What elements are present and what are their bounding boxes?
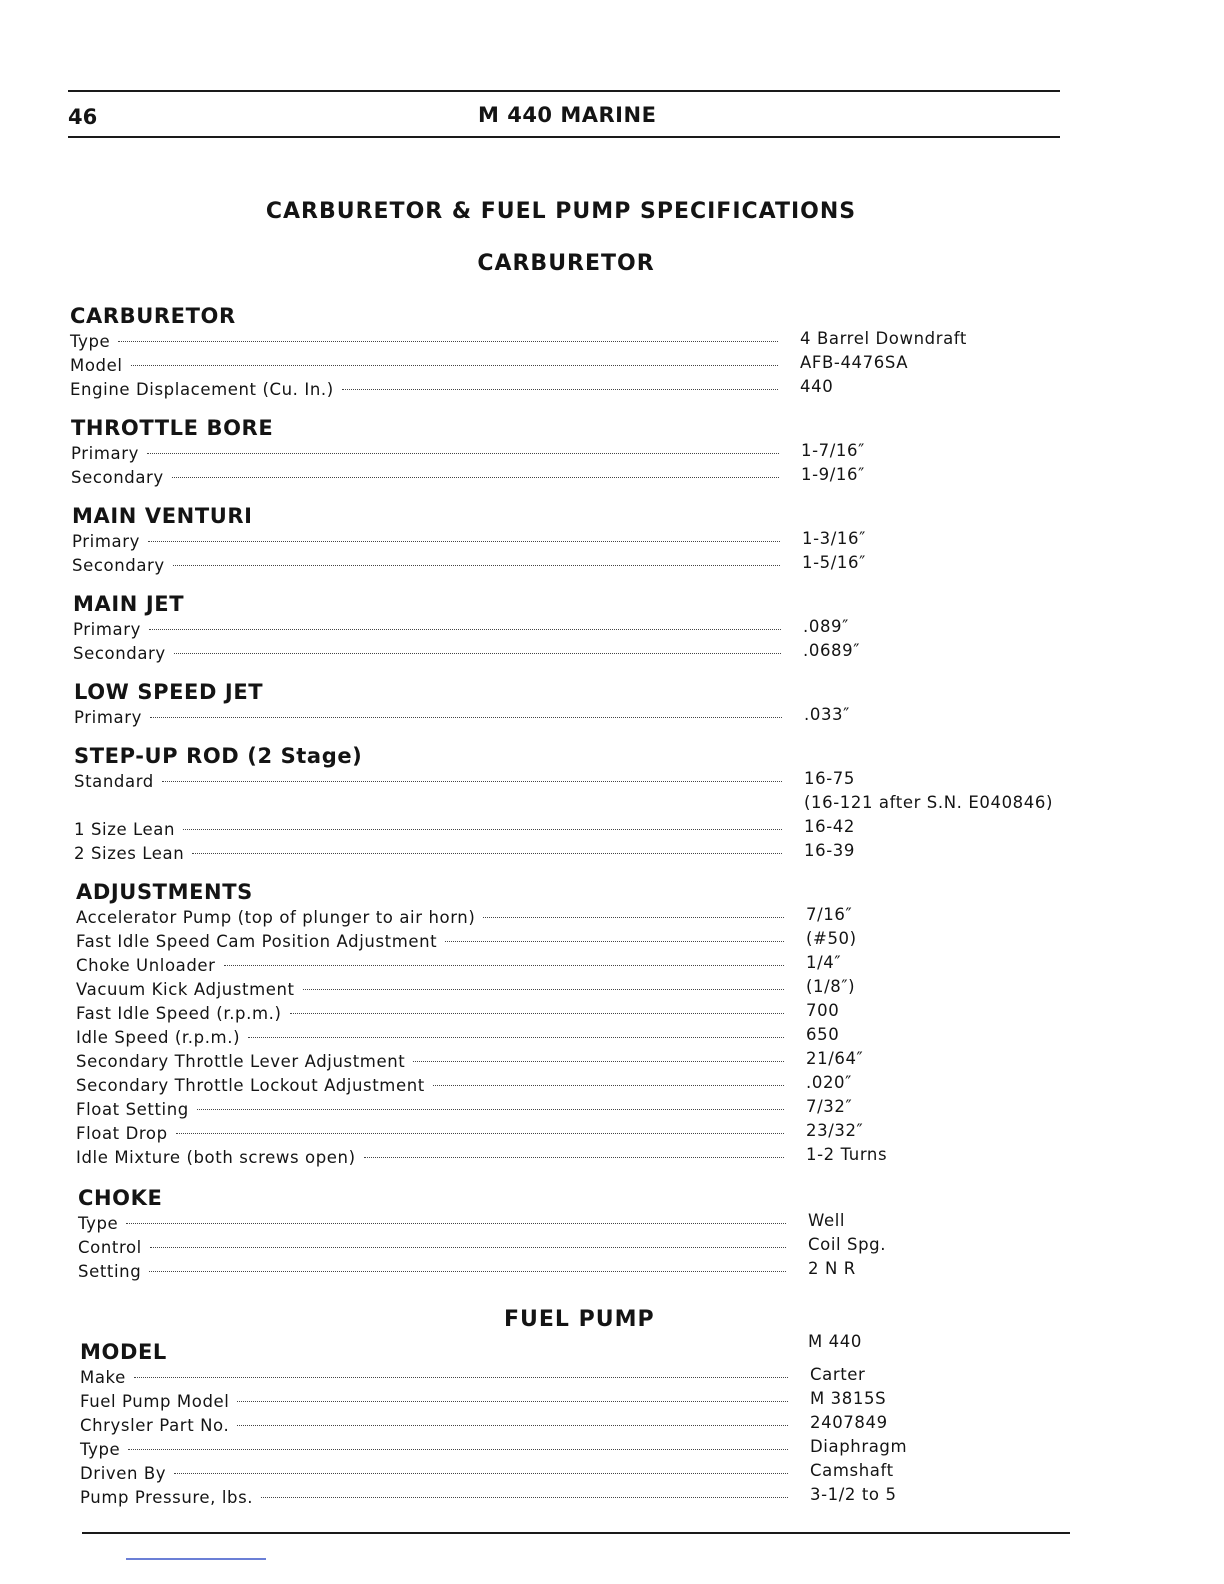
spec-row (76, 954, 1076, 978)
dot-leader (342, 389, 778, 390)
spec-row (74, 842, 1074, 866)
dot-leader (192, 853, 782, 854)
spec-row (71, 466, 1071, 490)
dot-leader (173, 565, 780, 566)
spec-value: 1-9/16″ (801, 465, 865, 484)
spec-row (80, 1366, 1080, 1390)
spec-value: .089″ (803, 617, 849, 636)
spec-label: Primary (71, 444, 139, 463)
page-number: 46 (68, 105, 98, 129)
spec-value: .0689″ (803, 641, 860, 660)
dot-leader (118, 341, 778, 342)
section-heading: MAIN JET (73, 592, 185, 616)
spec-value: 1-7/16″ (801, 441, 865, 460)
spec-label: 1 Size Lean (74, 820, 176, 839)
spec-value: 650 (806, 1025, 840, 1044)
spec-row (78, 1260, 1078, 1284)
spec-label: Setting (78, 1262, 142, 1281)
dot-leader (176, 1133, 784, 1134)
spec-row (80, 1462, 1080, 1486)
spec-label: Secondary (72, 556, 165, 575)
spec-value: Well (808, 1211, 846, 1230)
dot-leader (149, 629, 781, 630)
running-title: M 440 MARINE (478, 103, 657, 127)
spec-row (80, 1414, 1080, 1438)
spec-label: Primary (74, 708, 142, 727)
spec-value: 1-5/16″ (802, 553, 866, 572)
spec-row (78, 1236, 1078, 1260)
dot-leader (174, 1473, 788, 1474)
spec-section-main-jet (73, 590, 1073, 666)
spec-row (76, 1074, 1076, 1098)
spec-value: 440 (800, 377, 834, 396)
section-heading: CHOKE (78, 1186, 163, 1210)
spec-row (74, 706, 1074, 730)
spec-value: 1-3/16″ (802, 529, 866, 548)
dot-leader (134, 1377, 788, 1378)
spec-label: Secondary (73, 644, 166, 663)
dot-leader (303, 989, 784, 990)
spec-label: Make (80, 1368, 126, 1387)
dot-leader (172, 477, 779, 478)
spec-row (80, 1390, 1080, 1414)
spec-value: 700 (806, 1001, 840, 1020)
dot-leader (433, 1085, 784, 1086)
footer-rule (82, 1532, 1070, 1534)
spec-label: Control (78, 1238, 142, 1257)
dot-leader (126, 1223, 786, 1224)
spec-row (72, 530, 1072, 554)
dot-leader (248, 1037, 784, 1038)
spec-label: Fast Idle Speed Cam Position Adjustment (76, 932, 438, 951)
spec-value: Coil Spg. (808, 1235, 887, 1254)
spec-row (76, 1026, 1076, 1050)
spec-row (76, 1098, 1076, 1122)
dot-leader (197, 1109, 784, 1110)
spec-label: Type (78, 1214, 119, 1233)
spec-row (70, 354, 1070, 378)
spec-section-choke (78, 1184, 1078, 1284)
spec-label: Accelerator Pump (top of plunger to air horn) (76, 908, 476, 927)
spec-value: .020″ (806, 1073, 852, 1092)
spec-section-throttle-bore (71, 414, 1071, 490)
spec-label: Engine Displacement (Cu. In.) (70, 380, 334, 399)
spec-label: Fuel Pump Model (80, 1392, 230, 1411)
spec-label: Fast Idle Speed (r.p.m.) (76, 1004, 282, 1023)
spec-value: 7/16″ (806, 905, 853, 924)
spec-label: Primary (73, 620, 141, 639)
spec-value: 21/64″ (806, 1049, 864, 1068)
spec-row (74, 770, 1074, 818)
section-heading: STEP-UP ROD (2 Stage) (74, 744, 363, 768)
spec-label: Vacuum Kick Adjustment (76, 980, 295, 999)
spec-row (76, 906, 1076, 930)
section-heading: MAIN VENTURI (72, 504, 253, 528)
spec-row (73, 642, 1073, 666)
section-title-carburetor: CARBURETOR (477, 251, 655, 276)
spec-value: 4 Barrel Downdraft (800, 329, 967, 348)
dot-leader (413, 1061, 784, 1062)
spec-value: 16-42 (804, 817, 855, 836)
spec-value: 2 N R (808, 1259, 856, 1278)
spec-value: 2407849 (810, 1413, 888, 1432)
spec-row (78, 1212, 1078, 1236)
dot-leader (237, 1425, 788, 1426)
spec-value: 1/4″ (806, 953, 842, 972)
spec-label: Float Drop (76, 1124, 168, 1143)
dot-leader (290, 1013, 784, 1014)
spec-section-low-speed-jet (74, 678, 1074, 730)
dot-leader (128, 1449, 788, 1450)
spec-row (70, 378, 1070, 402)
section-heading: MODEL (80, 1340, 167, 1364)
spec-label: Driven By (80, 1464, 167, 1483)
spec-label: Model (70, 356, 123, 375)
section-heading: THROTTLE BORE (71, 416, 274, 440)
spec-value: (#50) (806, 929, 857, 948)
spec-label: Idle Mixture (both screws open) (76, 1148, 356, 1167)
spec-label: Chrysler Part No. (80, 1416, 230, 1435)
fuel-pump-model-value: M 440 (808, 1332, 862, 1351)
section-heading: CARBURETOR (70, 304, 236, 328)
dot-leader (147, 453, 779, 454)
footer-accent-line (126, 1558, 266, 1560)
dot-leader (150, 717, 782, 718)
spec-row (72, 554, 1072, 578)
dot-leader (148, 541, 780, 542)
dot-leader (445, 941, 784, 942)
spec-value: Diaphragm (810, 1437, 908, 1456)
spec-row (74, 818, 1074, 842)
dot-leader (131, 365, 778, 366)
spec-label: Primary (72, 532, 140, 551)
spec-row (80, 1438, 1080, 1462)
section-title-fuel-pump: FUEL PUMP (504, 1307, 655, 1332)
dot-leader (149, 1271, 786, 1272)
spec-label: Standard (74, 772, 154, 791)
section-heading: LOW SPEED JET (74, 680, 264, 704)
spec-section-fuel-pump (80, 1338, 1080, 1510)
dot-leader (483, 917, 784, 918)
spec-section-carburetor (70, 302, 1070, 402)
dot-leader (162, 781, 782, 782)
dot-leader (224, 965, 784, 966)
spec-label: Secondary Throttle Lever Adjustment (76, 1052, 406, 1071)
spec-row (76, 930, 1076, 954)
section-heading: ADJUSTMENTS (76, 880, 253, 904)
spec-value: 3-1/2 to 5 (810, 1485, 897, 1504)
dot-leader (261, 1497, 788, 1498)
spec-label: 2 Sizes Lean (74, 844, 185, 863)
page-title: CARBURETOR & FUEL PUMP SPECIFICATIONS (265, 199, 857, 224)
spec-section-adjustments (76, 878, 1076, 1170)
spec-row (76, 1050, 1076, 1074)
spec-value-note: (16-121 after S.N. E040846) (804, 793, 1054, 812)
spec-value: 23/32″ (806, 1121, 864, 1140)
spec-label: Type (80, 1440, 121, 1459)
header-bottom-rule (68, 136, 1060, 138)
header-top-rule (68, 90, 1060, 92)
spec-row (73, 618, 1073, 642)
spec-value: AFB-4476SA (800, 353, 909, 372)
spec-row (70, 330, 1070, 354)
dot-leader (237, 1401, 788, 1402)
dot-leader (364, 1157, 784, 1158)
dot-leader (183, 829, 782, 830)
dot-leader (174, 653, 781, 654)
spec-value: .033″ (804, 705, 850, 724)
spec-label: Type (70, 332, 111, 351)
spec-row (76, 1002, 1076, 1026)
dot-leader (150, 1247, 786, 1248)
spec-section-step-up-rod (74, 742, 1074, 866)
spec-value: M 3815S (810, 1389, 887, 1408)
spec-value: 16-75 (804, 769, 855, 788)
spec-label: Float Setting (76, 1100, 189, 1119)
spec-label: Secondary Throttle Lockout Adjustment (76, 1076, 425, 1095)
spec-label: Idle Speed (r.p.m.) (76, 1028, 241, 1047)
spec-value: 1-2 Turns (806, 1145, 888, 1164)
spec-value: Camshaft (810, 1461, 894, 1480)
spec-row (80, 1486, 1080, 1510)
spec-row (76, 978, 1076, 1002)
spec-row (76, 1122, 1076, 1146)
spec-value: 7/32″ (806, 1097, 853, 1116)
spec-label: Choke Unloader (76, 956, 216, 975)
spec-label: Pump Pressure, lbs. (80, 1488, 254, 1507)
spec-value: 16-39 (804, 841, 855, 860)
spec-row (76, 1146, 1076, 1170)
spec-label: Secondary (71, 468, 164, 487)
spec-row (71, 442, 1071, 466)
spec-value: (1/8″) (806, 977, 856, 996)
spec-section-main-venturi (72, 502, 1072, 578)
spec-value: Carter (810, 1365, 866, 1384)
